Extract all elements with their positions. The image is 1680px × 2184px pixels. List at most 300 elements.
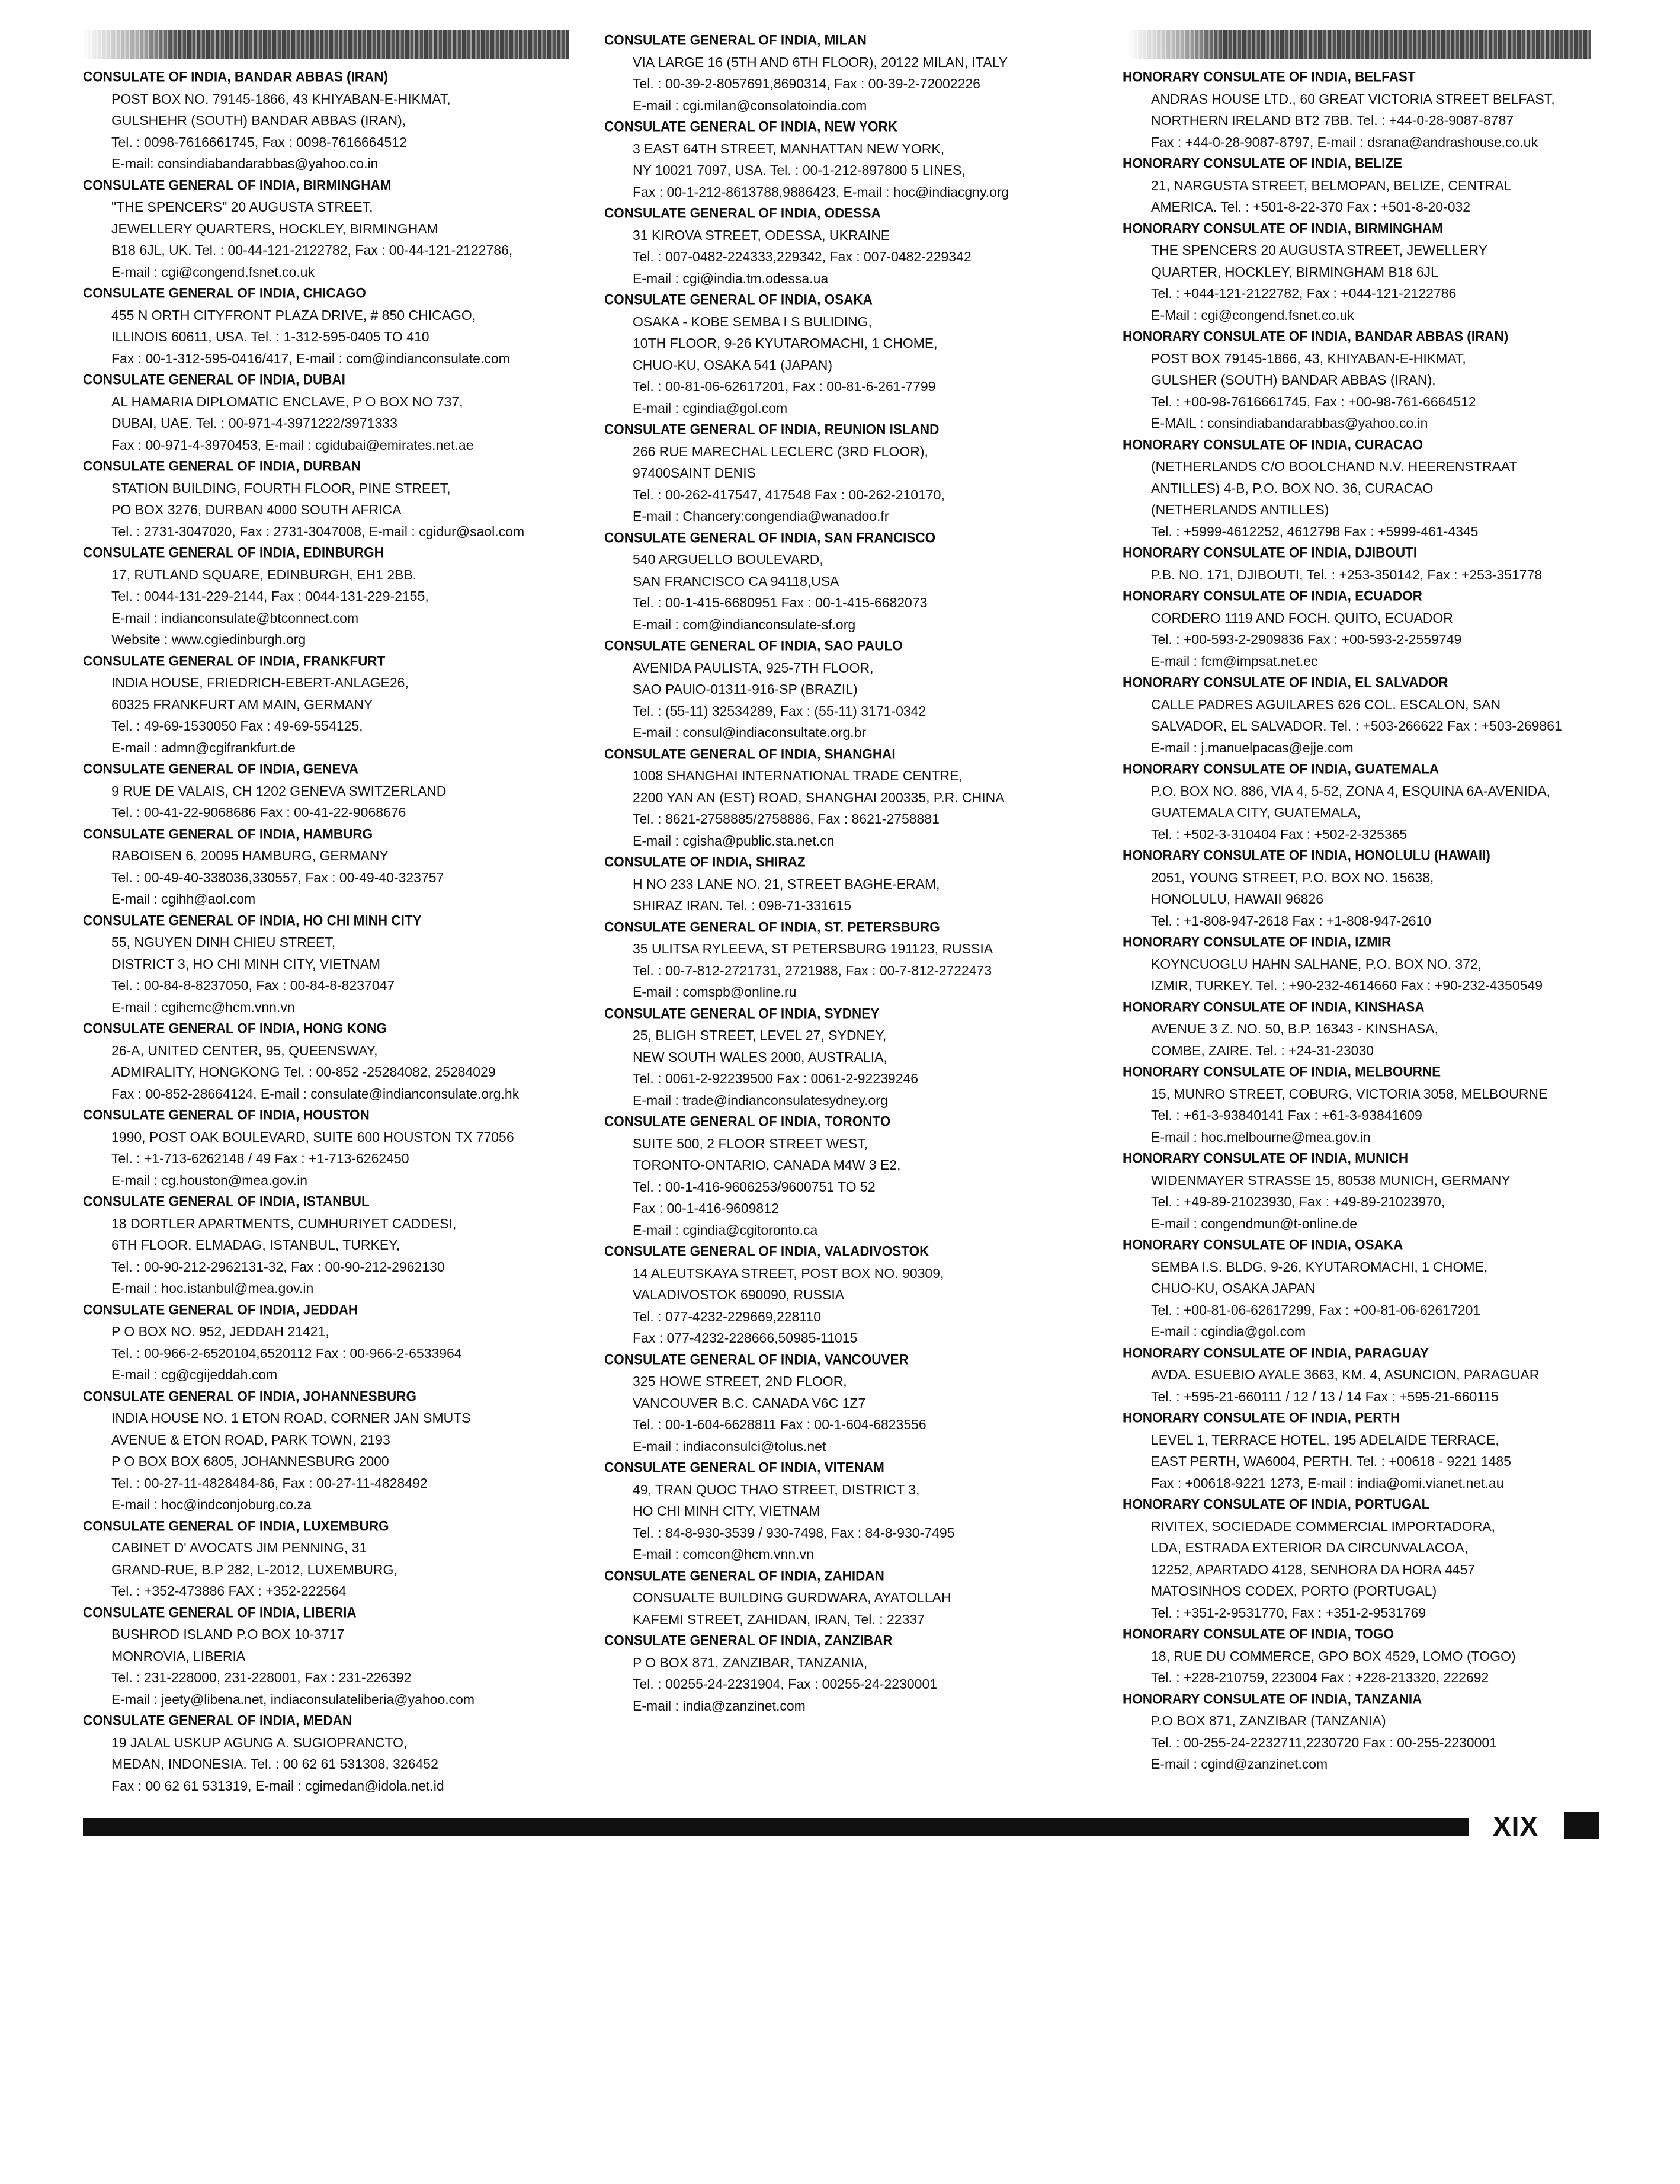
entry-title: CONSULATE GENERAL OF INDIA, HAMBURG (83, 825, 373, 842)
entry-title: CONSULATE GENERAL OF INDIA, LIBERIA (83, 1604, 357, 1621)
entry-line: HONOLULU, HAWAII 96826 (1151, 891, 1324, 907)
entry-line: E-mail : cgi.milan@consolatoindia.com (633, 97, 867, 113)
consulate-entry (604, 203, 1114, 289)
entry-line: CABINET D' AVOCATS JIM PENNING, 31 (111, 1540, 367, 1555)
entry-line: E-mail : consul@indiaconsultate.org.br (633, 725, 867, 740)
entry-line: 10TH FLOOR, 9-26 KYUTAROMACHI, 1 CHOME, (633, 335, 938, 351)
consulate-entry (604, 1111, 1114, 1241)
entry-line: LDA, ESTRADA EXTERIOR DA CIRCUNVALACOA, (1151, 1540, 1469, 1555)
entry-line: E-mail : cgindia@gol.com (1151, 1324, 1306, 1339)
entry-line: Tel. : 231-228000, 231-228001, Fax : 231-226392 (111, 1670, 412, 1685)
entry-title: HONORARY CONSULATE OF INDIA, EL SALVADOR (1123, 674, 1448, 690)
consulate-entry (83, 1516, 586, 1602)
consulate-entry (1123, 434, 1626, 543)
entry-line: 540 ARGUELLO BOULEVARD, (633, 552, 823, 567)
entry-line: Fax : 00-1-312-595-0416/417, E-mail : com@indianconsulate.com (111, 350, 510, 366)
entry-line: Tel. : 00-1-604-6628811 Fax : 00-1-604-6823556 (633, 1417, 926, 1432)
entry-line: P O BOX BOX 6805, JOHANNESBURG 2000 (111, 1453, 389, 1469)
entry-line: CORDERO 1119 AND FOCH. QUITO, ECUADOR (1151, 610, 1453, 626)
entry-line: Tel. : +352-473886 FAX : +352-222564 (111, 1583, 347, 1599)
entry-title: CONSULATE OF INDIA, BANDAR ABBAS (IRAN) (83, 69, 388, 85)
entry-line: KAFEMI STREET, ZAHIDAN, IRAN, Tel. : 22337 (633, 1611, 925, 1627)
entry-line: E-mail : cgihcmc@hcm.vnn.vn (111, 999, 295, 1015)
entry-line: OSAKA - KOBE SEMBA I S BULIDING, (633, 313, 872, 329)
entry-line: MONROVIA, LIBERIA (111, 1648, 246, 1664)
consulate-entry (604, 1349, 1114, 1458)
consulate-entry (1123, 218, 1626, 326)
entry-line: E-mail: consindiabandarabbas@yahoo.co.in (111, 156, 379, 171)
entry-line: (NETHERLANDS ANTILLES) (1151, 502, 1329, 517)
consulate-entry (604, 744, 1114, 852)
entry-line: Tel. : 00-84-8-8237050, Fax : 00-84-8-8237047 (111, 978, 395, 993)
entry-title: HONORARY CONSULATE OF INDIA, HONOLULU (HAWAII) (1123, 847, 1490, 863)
consulate-entry (1123, 66, 1626, 153)
entry-line: AMERICA. Tel. : +501-8-22-370 Fax : +501-8-20-032 (1151, 199, 1471, 214)
entry-line: 55, NGUYEN DINH CHIEU STREET, (111, 934, 336, 950)
entry-title: CONSULATE GENERAL OF INDIA, MILAN (604, 32, 867, 48)
consulate-entry (83, 175, 586, 283)
consulate-entry (1123, 542, 1626, 585)
entry-line: VANCOUVER B.C. CANADA V6C 1Z7 (633, 1395, 866, 1411)
entry-line: 26-A, UNITED CENTER, 95, QUEENSWAY, (111, 1042, 378, 1058)
entry-line: Fax : 00-852-28664124, E-mail : consulate@indianconsulate.org.hk (111, 1085, 520, 1101)
entry-title: CONSULATE GENERAL OF INDIA, ZAHIDAN (604, 1567, 884, 1584)
entry-line: POST BOX NO. 79145-1866, 43 KHIYABAN-E-HIKMAT, (111, 91, 451, 107)
entry-line: E-mail : comcon@hcm.vnn.vn (633, 1546, 814, 1562)
entry-line: Tel. : +044-121-2122782, Fax : +044-121-2122786 (1151, 286, 1457, 301)
entry-title: HONORARY CONSULATE OF INDIA, BANDAR ABBAS (IRAN) (1123, 328, 1509, 344)
entry-title: HONORARY CONSULATE OF INDIA, BIRMINGHAM (1123, 220, 1443, 236)
entry-line: BUSHROD ISLAND P.O BOX 10-3717 (111, 1626, 345, 1642)
entry-line: Fax : 00-971-4-3970453, E-mail : cgidubai@emirates.net.ae (111, 437, 474, 453)
consulate-entry (83, 1710, 586, 1796)
consulate-entry (83, 651, 586, 759)
entry-title: HONORARY CONSULATE OF INDIA, TANZANIA (1123, 1690, 1422, 1707)
consulate-entry (1123, 1148, 1626, 1234)
page-number: XIX (1493, 1811, 1539, 1842)
entry-title: CONSULATE GENERAL OF INDIA, VITENAM (604, 1459, 884, 1475)
consulate-entry (83, 1602, 586, 1711)
entry-line: STATION BUILDING, FOURTH FLOOR, PINE STREET, (111, 480, 451, 496)
entry-line: Tel. : 8621-2758885/2758886, Fax : 8621-2758881 (633, 811, 940, 827)
entry-line: E-mail : india@zanzinet.com (633, 1698, 806, 1714)
entry-line: Tel. : +49-89-21023930, Fax : +49-89-21023970, (1151, 1194, 1445, 1209)
entry-line: AVENUE 3 Z. NO. 50, B.P. 16343 - KINSHASA, (1151, 1021, 1438, 1036)
entry-line: Tel. : +595-21-660111 / 12 / 13 / 14 Fax : +595-21-660115 (1151, 1388, 1499, 1404)
entry-line: E-mail : cg.houston@mea.gov.in (111, 1172, 308, 1188)
entry-line: P O BOX NO. 952, JEDDAH 21421, (111, 1324, 329, 1339)
entry-title: CONSULATE OF INDIA, SHIRAZ (604, 854, 806, 870)
entry-line: 17, RUTLAND SQUARE, EDINBURGH, EH1 2BB. (111, 566, 417, 582)
entry-line: 2051, YOUNG STREET, P.O. BOX NO. 15638, (1151, 869, 1434, 885)
consulate-entry (83, 758, 586, 824)
entry-title: CONSULATE GENERAL OF INDIA, JEDDAH (83, 1301, 358, 1318)
entry-line: Fax : 00 62 61 531319, E-mail : cgimedan@idola.net.id (111, 1778, 444, 1794)
consulate-entry (1123, 997, 1626, 1062)
entry-title: HONORARY CONSULATE OF INDIA, GUATEMALA (1123, 761, 1439, 777)
entry-line: DISTRICT 3, HO CHI MINH CITY, VIETNAM (111, 956, 381, 972)
entry-line: 6TH FLOOR, ELMADAG, ISTANBUL, TURKEY, (111, 1237, 400, 1253)
entry-line: 2200 YAN AN (EST) ROAD, SHANGHAI 200335, P.R. CHINA (633, 789, 1005, 805)
entry-line: DUBAI, UAE. Tel. : 00-971-4-3971222/3971333 (111, 415, 397, 431)
entry-line: P O BOX 871, ZANZIBAR, TANZANIA, (633, 1654, 868, 1670)
entry-line: Tel. : 84-8-930-3539 / 930-7498, Fax : 84-8-930-7495 (633, 1525, 955, 1541)
entry-title: HONORARY CONSULATE OF INDIA, PARAGUAY (1123, 1344, 1429, 1361)
entry-line: E-mail : comspb@online.ru (633, 984, 797, 1000)
entry-title: CONSULATE GENERAL OF INDIA, SYDNEY (604, 1005, 880, 1021)
entry-line: Tel. : +00-593-2-2909836 Fax : +00-593-2-2559749 (1151, 632, 1462, 647)
entry-title: HONORARY CONSULATE OF INDIA, PERTH (1123, 1410, 1400, 1426)
entry-line: CHUO-KU, OSAKA JAPAN (1151, 1280, 1315, 1296)
consulate-entry (1123, 1343, 1626, 1408)
entry-title: CONSULATE GENERAL OF INDIA, LUXEMBURG (83, 1517, 389, 1534)
entry-line: E-mail : admn@cgifrankfurt.de (111, 739, 296, 755)
consulate-entry (1123, 1689, 1626, 1775)
entry-line: NY 10021 7097, USA. Tel. : 00-1-212-897800 5 LINES, (633, 162, 966, 178)
consulate-entry (604, 419, 1114, 527)
entry-line: E-mail : cgihh@aol.com (111, 891, 256, 907)
entry-title: CONSULATE GENERAL OF INDIA, EDINBURGH (83, 545, 384, 561)
entry-line: 97400SAINT DENIS (633, 465, 756, 481)
entry-line: E-mail : cgind@zanzinet.com (1151, 1756, 1328, 1772)
entry-line: Tel. : 2731-3047020, Fax : 2731-3047008, E-mail : cgidur@saol.com (111, 523, 525, 539)
consulate-entry (83, 1191, 586, 1299)
entry-line: NORTHERN IRELAND BT2 7BB. Tel. : +44-0-28-9087-8787 (1151, 113, 1514, 128)
entry-title: HONORARY CONSULATE OF INDIA, OSAKA (1123, 1237, 1403, 1253)
entry-line: Tel. : 49-69-1530050 Fax : 49-69-554125, (111, 718, 363, 734)
entry-title: CONSULATE GENERAL OF INDIA, REUNION ISLAND (604, 421, 940, 437)
entry-line: Website : www.cgiedinburgh.org (111, 632, 306, 647)
entry-line: CHUO-KU, OSAKA 541 (JAPAN) (633, 357, 832, 373)
entry-title: CONSULATE GENERAL OF INDIA, JOHANNESBURG (83, 1388, 416, 1404)
consulate-entry (604, 1241, 1114, 1349)
entry-line: 15, MUNRO STREET, COBURG, VICTORIA 3058, MELBOURNE (1151, 1085, 1548, 1101)
entry-title: HONORARY CONSULATE OF INDIA, MUNICH (1123, 1150, 1409, 1166)
entry-line: POST BOX 79145-1866, 43, KHIYABAN-E-HIKMAT, (1151, 350, 1466, 366)
consulate-entry (83, 1018, 586, 1104)
consulate-entry (83, 369, 586, 456)
entry-line: Tel. : 077-4232-229669,228110 (633, 1308, 822, 1324)
consulate-entry (83, 910, 586, 1019)
entry-line: (NETHERLANDS C/O BOOLCHAND N.V. HEERENSTRAAT (1151, 459, 1518, 474)
entry-line: LEVEL 1, TERRACE HOTEL, 195 ADELAIDE TERRACE, (1151, 1432, 1499, 1448)
entry-line: 18 DORTLER APARTMENTS, CUMHURIYET CADDESI, (111, 1215, 457, 1231)
entry-title: HONORARY CONSULATE OF INDIA, DJIBOUTI (1123, 545, 1418, 561)
column-honorary-consulates (1123, 30, 1626, 1775)
entry-line: 19 JALAL USKUP AGUNG A. SUGIOPRANCTO, (111, 1734, 408, 1750)
entry-title: CONSULATE GENERAL OF INDIA, ISTANBUL (83, 1193, 370, 1209)
consulate-entry (604, 30, 1114, 116)
entry-line: CALLE PADRES AGUILARES 626 COL. ESCALON, SAN (1151, 696, 1501, 712)
consulate-entry (604, 1630, 1114, 1717)
entry-line: E-mail : trade@indianconsulatesydney.org (633, 1092, 888, 1108)
consulate-entry (1123, 1234, 1626, 1343)
entry-line: 1990, POST OAK BOULEVARD, SUITE 600 HOUSTON TX 77056 (111, 1129, 514, 1145)
entry-title: HONORARY CONSULATE OF INDIA, BELIZE (1123, 155, 1403, 171)
entry-line: E-mail : indiaconsulci@tolus.net (633, 1438, 826, 1454)
entry-title: CONSULATE GENERAL OF INDIA, VANCOUVER (604, 1351, 909, 1368)
entry-line: E-mail : com@indianconsulate-sf.org (633, 616, 856, 632)
entry-line: Tel. : 00255-24-2231904, Fax : 00255-24-2230001 (633, 1676, 938, 1692)
entry-line: E-mail : hoc.istanbul@mea.gov.in (111, 1280, 314, 1296)
entry-line: Tel. : 0098-7616661745, Fax : 0098-7616664512 (111, 134, 407, 150)
entry-line: AL HAMARIA DIPLOMATIC ENCLAVE, P O BOX NO 737, (111, 393, 463, 409)
footer-rule (83, 1818, 1469, 1836)
entry-title: CONSULATE GENERAL OF INDIA, NEW YORK (604, 119, 898, 135)
consulate-entry (83, 456, 586, 542)
entry-line: 14 ALEUTSKAYA STREET, POST BOX NO. 90309, (633, 1265, 944, 1281)
entry-line: E-mail : cgi@congend.fsnet.co.uk (111, 264, 315, 280)
entry-line: Tel. : +61-3-93840141 Fax : +61-3-93841609 (1151, 1107, 1422, 1123)
entry-line: E-mail : hoc.melbourne@mea.gov.in (1151, 1129, 1371, 1145)
entry-line: Tel. : 00-49-40-338036,330557, Fax : 00-49-40-323757 (111, 869, 444, 885)
entry-line: VALADIVOSTOK 690090, RUSSIA (633, 1287, 845, 1302)
entry-line: Tel. : 0044-131-229-2144, Fax : 0044-131-229-2155, (111, 588, 429, 604)
section-header-banner (1128, 30, 1591, 59)
consulate-entry (604, 1565, 1114, 1631)
entry-line: E-Mail : cgi@congend.fsnet.co.uk (1151, 307, 1354, 323)
entry-line: Fax : 077-4232-228666,50985-11015 (633, 1330, 858, 1346)
entry-line: Tel. : 007-0482-224333,229342, Fax : 007-0482-229342 (633, 249, 972, 264)
column-consulates-general-a (83, 30, 586, 1796)
entry-title: HONORARY CONSULATE OF INDIA, BELFAST (1123, 69, 1416, 85)
entry-line: ADMIRALITY, HONGKONG Tel. : 00-852 -25284082, 25284029 (111, 1064, 496, 1080)
consulate-entry (604, 635, 1114, 744)
entry-line: 25, BLIGH STREET, LEVEL 27, SYDNEY, (633, 1027, 887, 1043)
entry-line: GULSHER (SOUTH) BANDAR ABBAS (IRAN), (1151, 372, 1436, 388)
entry-line: TORONTO-ONTARIO, CANADA M4W 3 E2, (633, 1157, 901, 1173)
entry-line: GRAND-RUE, B.P 282, L-2012, LUXEMBURG, (111, 1561, 397, 1577)
entry-line: E-mail : cgi@india.tm.odessa.ua (633, 270, 829, 286)
entry-line: E-mail : congendmun@t-online.de (1151, 1215, 1358, 1231)
consulate-entry (83, 66, 586, 175)
entry-title: CONSULATE GENERAL OF INDIA, DURBAN (83, 458, 361, 474)
entry-line: 266 RUE MARECHAL LECLERC (3RD FLOOR), (633, 443, 928, 459)
entry-line: E-mail : j.manuelpacas@ejje.com (1151, 739, 1354, 755)
entry-line: AVDA. ESUEBIO AYALE 3663, KM. 4, ASUNCION, PARAGUAR (1151, 1367, 1540, 1382)
entry-line: INDIA HOUSE NO. 1 ETON ROAD, CORNER JAN SMUTS (111, 1410, 471, 1426)
entry-line: Fax : 00-1-416-9609812 (633, 1200, 779, 1216)
entry-title: CONSULATE GENERAL OF INDIA, VALADIVOSTOK (604, 1243, 929, 1259)
entry-title: CONSULATE GENERAL OF INDIA, ODESSA (604, 205, 881, 221)
entry-title: CONSULATE GENERAL OF INDIA, DUBAI (83, 372, 345, 388)
entry-title: CONSULATE GENERAL OF INDIA, MEDAN (83, 1712, 352, 1728)
entry-title: HONORARY CONSULATE OF INDIA, CURACAO (1123, 436, 1423, 453)
entry-line: 35 ULITSA RYLEEVA, ST PETERSBURG 191123, RUSSIA (633, 941, 993, 956)
entry-line: Tel. : (55-11) 32534289, Fax : (55-11) 3171-0342 (633, 703, 926, 719)
entry-line: AVENUE & ETON ROAD, PARK TOWN, 2193 (111, 1432, 390, 1448)
entry-line: VIA LARGE 16 (5TH AND 6TH FLOOR), 20122 MILAN, ITALY (633, 54, 1008, 70)
entry-line: Tel. : 00-39-2-8057691,8690314, Fax : 00-39-2-72002226 (633, 76, 980, 91)
entry-line: 12252, APARTADO 4128, SENHORA DA HORA 4457 (1151, 1561, 1476, 1577)
entry-title: CONSULATE GENERAL OF INDIA, SAO PAULO (604, 638, 903, 654)
entry-line: H NO 233 LANE NO. 21, STREET BAGHE-ERAM, (633, 876, 940, 892)
entry-line: E-mail : cg@cgijeddah.com (111, 1367, 278, 1382)
consulate-entry (1123, 1407, 1626, 1494)
entry-line: E-mail : cgindia@gol.com (633, 400, 788, 416)
entry-list (1123, 66, 1626, 1775)
entry-title: CONSULATE GENERAL OF INDIA, ST. PETERSBURG (604, 918, 940, 935)
consulate-entry (1123, 672, 1626, 758)
consulate-entry (1123, 1623, 1626, 1689)
entry-line: E-mail : indianconsulate@btconnect.com (111, 610, 359, 626)
entry-title: HONORARY CONSULATE OF INDIA, PORTUGAL (1123, 1496, 1430, 1512)
entry-line: Tel. : 00-966-2-6520104,6520112 Fax : 00-966-2-6533964 (111, 1345, 462, 1361)
entry-line: GULSHEHR (SOUTH) BANDAR ABBAS (IRAN), (111, 113, 406, 128)
entry-title: CONSULATE GENERAL OF INDIA, OSAKA (604, 292, 873, 308)
entry-title: CONSULATE GENERAL OF INDIA, SHANGHAI (604, 745, 896, 762)
entry-line: Tel. : 00-262-417547, 417548 Fax : 00-262-210170, (633, 486, 945, 502)
consulate-entry (604, 289, 1114, 419)
entry-line: INDIA HOUSE, FRIEDRICH-EBERT-ANLAGE26, (111, 675, 409, 690)
entry-line: P.O BOX 871, ZANZIBAR (TANZANIA) (1151, 1713, 1386, 1728)
entry-line: ANDRAS HOUSE LTD., 60 GREAT VICTORIA STREET BELFAST, (1151, 91, 1555, 107)
entry-line: Fax : +00618-9221 1273, E-mail : india@omi.vianet.net.au (1151, 1475, 1504, 1491)
entry-title: CONSULATE GENERAL OF INDIA, CHICAGO (83, 285, 366, 301)
entry-line: E-mail : cgisha@public.sta.net.cn (633, 832, 835, 848)
entry-line: SAN FRANCISCO CA 94118,USA (633, 573, 839, 589)
entry-line: Tel. : +351-2-9531770, Fax : +351-2-9531769 (1151, 1605, 1426, 1621)
entry-line: GUATEMALA CITY, GUATEMALA, (1151, 805, 1361, 820)
entry-line: CONSUALTE BUILDING GURDWARA, AYATOLLAH (633, 1590, 951, 1605)
entry-title: CONSULATE GENERAL OF INDIA, HONG KONG (83, 1020, 387, 1036)
entry-title: HONORARY CONSULATE OF INDIA, ECUADOR (1123, 588, 1422, 604)
entry-line: ILLINOIS 60611, USA. Tel. : 1-312-595-0405 TO 410 (111, 329, 429, 344)
entry-title: HONORARY CONSULATE OF INDIA, TOGO (1123, 1626, 1394, 1642)
consulate-entry (604, 1003, 1114, 1112)
entry-line: Tel. : 00-27-11-4828484-86, Fax : 00-27-11-4828492 (111, 1475, 428, 1491)
entry-list (604, 30, 1114, 1717)
entry-line: Fax : +44-0-28-9087-8797, E-mail : dsrana@andrashouse.co.uk (1151, 134, 1538, 150)
consulate-entry (1123, 931, 1626, 997)
entry-line: Tel. : 0061-2-92239500 Fax : 0061-2-92239246 (633, 1071, 919, 1086)
consulate-entry (1123, 758, 1626, 845)
entry-line: RIVITEX, SOCIEDADE COMMERCIAL IMPORTADORA, (1151, 1518, 1496, 1534)
entry-line: THE SPENCERS 20 AUGUSTA STREET, JEWELLERY (1151, 242, 1487, 258)
entry-line: IZMIR, TURKEY. Tel. : +90-232-4614660 Fax : +90-232-4350549 (1151, 978, 1543, 993)
entry-line: E-mail : Chancery:congendia@wanadoo.fr (633, 508, 889, 524)
entry-line: 60325 FRANKFURT AM MAIN, GERMANY (111, 696, 373, 712)
entry-line: SUITE 500, 2 FLOOR STREET WEST, (633, 1135, 868, 1151)
consulate-entry (1123, 585, 1626, 672)
entry-line: HO CHI MINH CITY, VIETNAM (633, 1503, 820, 1519)
entry-line: 3 EAST 64TH STREET, MANHATTAN NEW YORK, (633, 140, 945, 156)
consulate-entry (83, 1104, 586, 1191)
entry-line: AVENIDA PAULISTA, 925-7TH FLOOR, (633, 659, 874, 675)
entry-line: EAST PERTH, WA6004, PERTH. Tel. : +00618 - 9221 1485 (1151, 1453, 1511, 1469)
entry-line: MEDAN, INDONESIA. Tel. : 00 62 61 531308, 326452 (111, 1756, 438, 1772)
entry-title: CONSULATE GENERAL OF INDIA, FRANKFURT (83, 652, 386, 669)
entry-title: CONSULATE GENERAL OF INDIA, GENEVA (83, 761, 359, 777)
section-header-banner (83, 30, 569, 59)
entry-line: 9 RUE DE VALAIS, CH 1202 GENEVA SWITZERLAND (111, 783, 447, 799)
consulate-entry (604, 1457, 1114, 1565)
entry-line: Tel. : +502-3-310404 Fax : +502-2-325365 (1151, 826, 1408, 842)
footer-block (1564, 1812, 1599, 1839)
entry-line: E-mail : fcm@impsat.net.ec (1151, 653, 1318, 669)
entry-line: Tel. : 00-7-812-2721731, 2721988, Fax : 00-7-812-2722473 (633, 962, 992, 978)
entry-line: E-mail : jeety@libena.net, indiaconsulateliberia@yahoo.com (111, 1691, 475, 1707)
entry-title: CONSULATE GENERAL OF INDIA, BIRMINGHAM (83, 177, 392, 193)
entry-line: 325 HOWE STREET, 2ND FLOOR, (633, 1373, 847, 1389)
entry-line: SAO PAUlO-01311-916-SP (BRAZIL) (633, 681, 858, 697)
entry-line: Tel. : +00-81-06-62617299, Fax : +00-81-06-62617201 (1151, 1302, 1481, 1318)
entry-line: Tel. : 00-90-212-2962131-32, Fax : 00-90-212-2962130 (111, 1258, 445, 1274)
entry-line: P.O. BOX NO. 886, VIA 4, 5-52, ZONA 4, ESQUINA 6A-AVENIDA, (1151, 783, 1551, 799)
entry-line: Tel. : 00-1-415-6680951 Fax : 00-1-415-6682073 (633, 595, 928, 610)
consulate-entry (83, 1299, 586, 1386)
consulate-entry (83, 1386, 586, 1516)
entry-line: E-mail : cgindia@cgitoronto.ca (633, 1222, 818, 1238)
entry-line: 455 N ORTH CITYFRONT PLAZA DRIVE, # 850 CHICAGO, (111, 307, 476, 323)
entry-line: 21, NARGUSTA STREET, BELMOPAN, BELIZE, CENTRAL (1151, 177, 1512, 193)
entry-line: Tel. : +5999-4612252, 4612798 Fax : +5999-461-4345 (1151, 523, 1479, 539)
entry-line: KOYNCUOGLU HAHN SALHANE, P.O. BOX NO. 372, (1151, 956, 1482, 972)
entry-line: COMBE, ZAIRE. Tel. : +24-31-23030 (1151, 1042, 1374, 1058)
entry-title: HONORARY CONSULATE OF INDIA, IZMIR (1123, 934, 1392, 950)
entry-title: HONORARY CONSULATE OF INDIA, KINSHASA (1123, 998, 1425, 1015)
consulate-entry (604, 116, 1114, 203)
entry-title: CONSULATE GENERAL OF INDIA, HO CHI MINH CITY (83, 912, 422, 928)
entry-line: ANTILLES) 4-B, P.O. BOX NO. 36, CURACAO (1151, 480, 1434, 496)
entry-line: SHIRAZ IRAN. Tel. : 098-71-331615 (633, 898, 852, 913)
entry-line: SALVADOR, EL SALVADOR. Tel. : +503-266622 Fax : +503-269861 (1151, 718, 1562, 734)
entry-line: Tel. : 00-81-06-62617201, Fax : 00-81-6-261-7799 (633, 379, 936, 394)
entry-title: CONSULATE GENERAL OF INDIA, HOUSTON (83, 1107, 370, 1123)
consulate-entry (83, 542, 586, 651)
column-consulates-general-b (604, 30, 1114, 1717)
entry-line: 18, RUE DU COMMERCE, GPO BOX 4529, LOMO (TOGO) (1151, 1648, 1516, 1664)
consulate-entry (604, 527, 1114, 636)
entry-line: P.B. NO. 171, DJIBOUTI, Tel. : +253-350142, Fax : +253-351778 (1151, 566, 1543, 582)
entry-line: 1008 SHANGHAI INTERNATIONAL TRADE CENTRE, (633, 768, 963, 783)
entry-line: NEW SOUTH WALES 2000, AUSTRALIA, (633, 1049, 887, 1065)
consulate-entry (83, 283, 586, 369)
consulate-entry (1123, 153, 1626, 218)
entry-line: Tel. : +228-210759, 223004 Fax : +228-213320, 222692 (1151, 1670, 1489, 1685)
entry-line: Tel. : +1-808-947-2618 Fax : +1-808-947-2610 (1151, 912, 1432, 928)
entry-line: 49, TRAN QUOC THAO STREET, DISTRICT 3, (633, 1481, 920, 1497)
consulate-entry (83, 824, 586, 910)
consulate-entry (604, 851, 1114, 917)
entry-line: SEMBA I.S. BLDG, 9-26, KYUTAROMACHI, 1 CHOME, (1151, 1258, 1488, 1274)
entry-line: JEWELLERY QUARTERS, HOCKLEY, BIRMINGHAM (111, 220, 438, 236)
entry-line: B18 6JL, UK. Tel. : 00-44-121-2122782, Fax : 00-44-121-2122786, (111, 242, 513, 258)
entry-line: Tel. : 00-41-22-9068686 Fax : 00-41-22-9068676 (111, 805, 406, 820)
entry-line: "THE SPENCERS" 20 AUGUSTA STREET, (111, 199, 373, 214)
entry-list (83, 66, 586, 1796)
entry-title: CONSULATE GENERAL OF INDIA, SAN FRANCISCO (604, 529, 936, 546)
entry-line: E-MAIL : consindiabandarabbas@yahoo.co.in (1151, 415, 1428, 431)
entry-line: QUARTER, HOCKLEY, BIRMINGHAM B18 6JL (1151, 264, 1438, 280)
entry-line: E-mail : hoc@indconjoburg.co.za (111, 1497, 312, 1512)
entry-line: Fax : 00-1-212-8613788,9886423, E-mail : hoc@indiacgny.org (633, 184, 1009, 200)
consulate-entry (1123, 326, 1626, 434)
entry-line: 31 KIROVA STREET, ODESSA, UKRAINE (633, 227, 890, 243)
entry-line: Tel. : +00-98-7616661745, Fax : +00-98-761-6664512 (1151, 393, 1476, 409)
entry-title: HONORARY CONSULATE OF INDIA, MELBOURNE (1123, 1064, 1441, 1080)
entry-line: WIDENMAYER STRASSE 15, 80538 MUNICH, GERMANY (1151, 1172, 1511, 1188)
entry-title: CONSULATE GENERAL OF INDIA, ZANZIBAR (604, 1632, 893, 1648)
consulate-entry (604, 917, 1114, 1003)
consulate-entry (1123, 845, 1626, 931)
consulate-entry (1123, 1061, 1626, 1148)
entry-line: Tel. : +1-713-6262148 / 49 Fax : +1-713-6262450 (111, 1151, 409, 1166)
entry-line: Tel. : 00-1-416-9606253/9600751 TO 52 (633, 1179, 876, 1195)
consulate-entry (1123, 1494, 1626, 1623)
entry-line: RABOISEN 6, 20095 HAMBURG, GERMANY (111, 848, 389, 863)
entry-line: PO BOX 3276, DURBAN 4000 SOUTH AFRICA (111, 502, 402, 517)
